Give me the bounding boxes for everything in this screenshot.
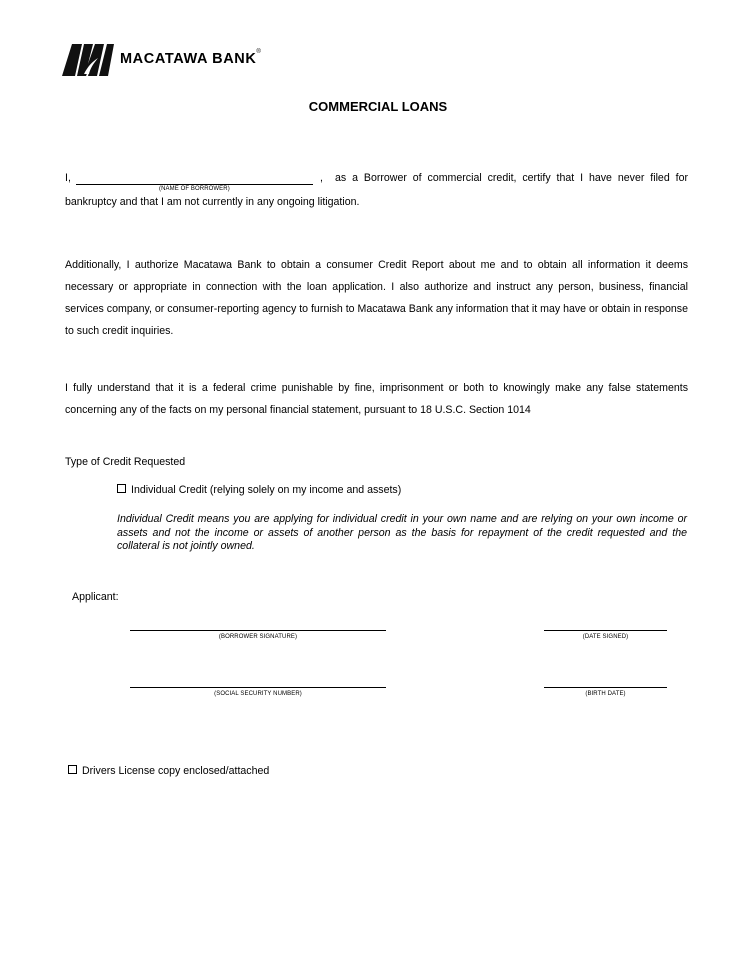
ssn-label: (SOCIAL SECURITY NUMBER) bbox=[214, 691, 302, 697]
borrower-name-field[interactable] bbox=[76, 184, 313, 185]
authorization-paragraph: Additionally, I authorize Macatawa Bank to obtain a consumer Credit Report about me and to obtain all information it deems necessary or appropriate in connection with the loan application. I also authorize and instruct any person, business, financial services company, or consumer-reporting agency to furnish to Macatawa Bank any information that it may have or obtain in response to such credit inquiries. bbox=[65, 259, 688, 337]
individual-credit-option[interactable] bbox=[117, 484, 401, 496]
date-signed-label: (DATE SIGNED) bbox=[582, 634, 629, 640]
ssn-field[interactable] bbox=[130, 687, 386, 688]
birth-date-field[interactable] bbox=[544, 687, 667, 688]
individual-credit-checkbox[interactable] bbox=[117, 484, 126, 493]
date-signed-field[interactable] bbox=[544, 630, 667, 631]
certification-comma: , bbox=[320, 172, 323, 184]
federal-crime-paragraph: I fully understand that it is a federal crime punishable by fine, imprisonment or both to knowingly make any false statements concerning any of the facts on my personal financial statement, pursuant to 18 U.S.C. Section 1014 bbox=[65, 382, 688, 416]
borrower-signature-field[interactable] bbox=[130, 630, 386, 631]
borrower-signature-label: (BORROWER SIGNATURE) bbox=[218, 634, 298, 640]
individual-credit-label: Individual Credit (relying solely on my income and assets) bbox=[131, 484, 402, 496]
certification-text-line2: bankruptcy and that I am not currently in any ongoing litigation. bbox=[65, 196, 360, 208]
page-title: COMMERCIAL LOANS bbox=[308, 99, 448, 114]
individual-credit-definition: Individual Credit means you are applying for individual credit in your own name and are relying on your own income or assets and not the income or assets of another person as the basis for repayment of the credit requested and the collateral is not jointly owned. bbox=[117, 513, 687, 552]
certification-text-line1: as a Borrower of commercial credit, certify that I have never filed for bbox=[335, 172, 688, 184]
drivers-license-label: Drivers License copy enclosed/attached bbox=[82, 765, 270, 777]
borrower-name-label: (NAME OF BORROWER) bbox=[159, 186, 230, 192]
certification-prefix: I, bbox=[65, 172, 71, 184]
bank-name: MACATAWA BANK® bbox=[120, 49, 262, 67]
drivers-license-option[interactable] bbox=[68, 765, 269, 777]
macatawa-m-logo-icon bbox=[62, 44, 114, 76]
applicant-label: Applicant: bbox=[72, 591, 119, 603]
credit-type-label: Type of Credit Requested bbox=[65, 456, 186, 468]
bank-logo bbox=[62, 44, 292, 76]
drivers-license-checkbox[interactable] bbox=[68, 765, 77, 774]
birth-date-label: (BIRTH DATE) bbox=[585, 691, 626, 697]
